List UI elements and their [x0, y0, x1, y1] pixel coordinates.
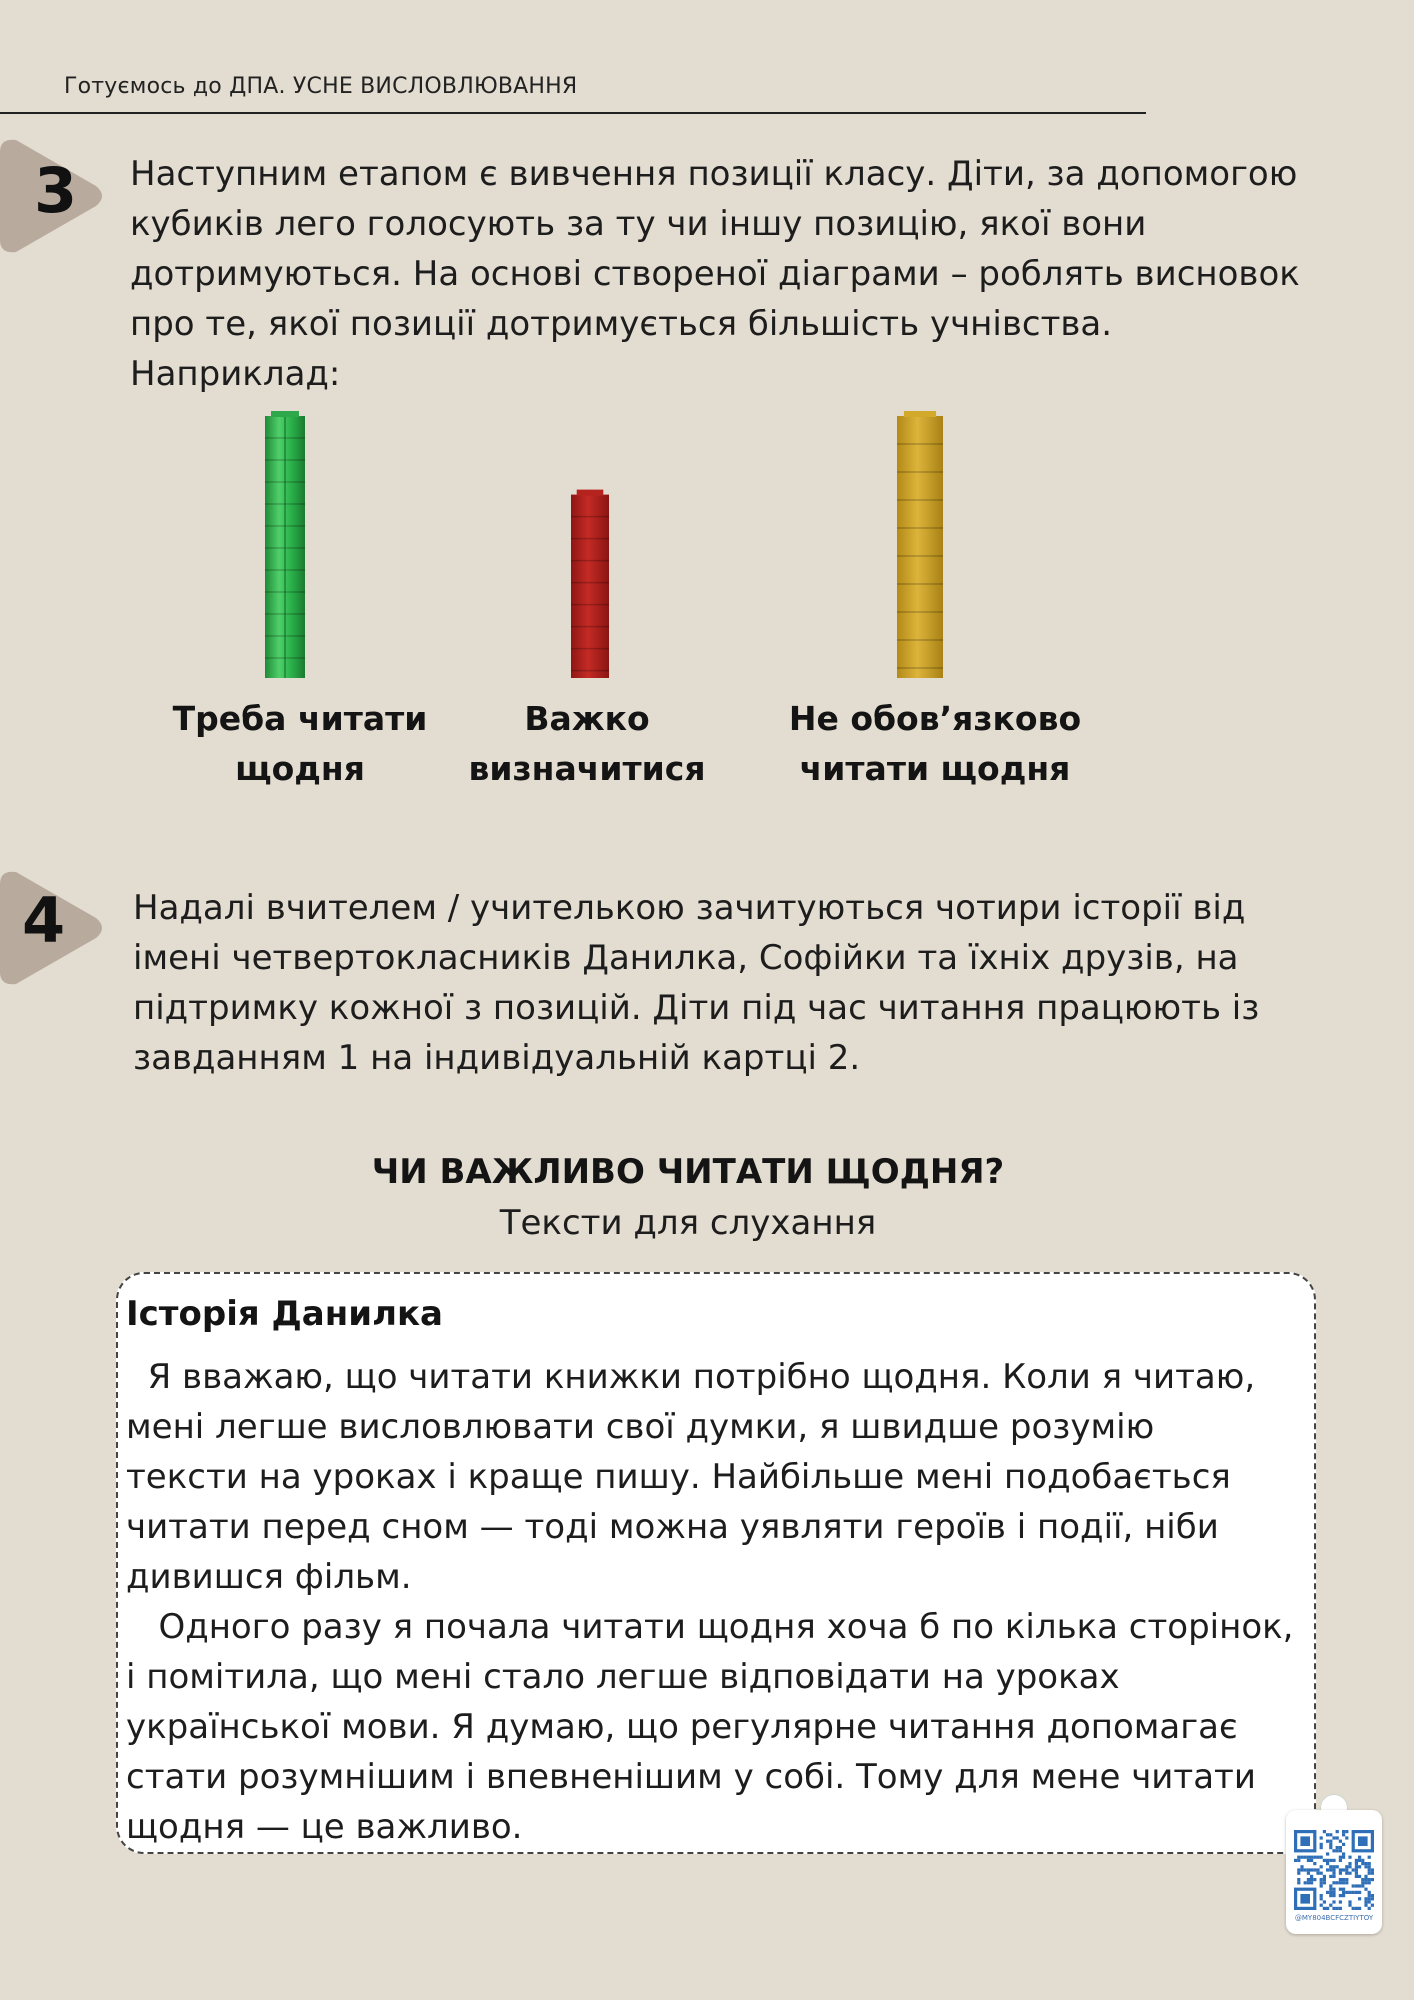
- qr-cell: [1323, 1900, 1326, 1903]
- qr-cell: [1342, 1868, 1345, 1871]
- qr-cell: [1332, 1888, 1335, 1891]
- qr-cell: [1342, 1894, 1345, 1897]
- qr-cell: [1329, 1894, 1332, 1897]
- qr-cell: [1310, 1881, 1313, 1884]
- qr-cell: [1355, 1865, 1358, 1868]
- qr-cell: [1345, 1830, 1348, 1833]
- chart-bar: [265, 411, 305, 678]
- qr-cell: [1336, 1907, 1339, 1910]
- qr-cell: [1332, 1900, 1335, 1903]
- qr-cell: [1323, 1881, 1326, 1884]
- chart-bar-stud: [577, 490, 604, 496]
- step-4-line: завданням 1 на індивідуальній картці 2.: [133, 1038, 861, 1078]
- qr-cell: [1371, 1872, 1374, 1875]
- qr-cell: [1339, 1849, 1342, 1852]
- qr-cell: [1368, 1900, 1371, 1903]
- qr-cell: [1300, 1856, 1303, 1859]
- qr-cell: [1310, 1856, 1313, 1859]
- qr-cell: [1368, 1891, 1371, 1894]
- qr-cell: [1326, 1833, 1329, 1836]
- qr-cell: [1332, 1836, 1335, 1839]
- qr-cell: [1332, 1865, 1335, 1868]
- chart-bar-body: [571, 495, 609, 678]
- step-3-line: про те, якої позиції дотримується більшість учнівства.: [130, 304, 1113, 344]
- qr-cell: [1368, 1894, 1371, 1897]
- qr-cell: [1371, 1894, 1374, 1897]
- chart-label-line: щодня: [235, 749, 365, 788]
- qr-cell: [1368, 1862, 1371, 1865]
- qr-cell: [1339, 1868, 1342, 1871]
- qr-cell: [1368, 1865, 1371, 1868]
- qr-cell: [1355, 1891, 1358, 1894]
- qr-cell: [1342, 1830, 1345, 1833]
- qr-cell: [1304, 1868, 1307, 1871]
- step-3-line: Наприклад:: [130, 354, 341, 394]
- qr-cell: [1320, 1846, 1323, 1849]
- qr-cell: [1320, 1894, 1323, 1897]
- qr-cell: [1358, 1865, 1361, 1868]
- story-line: дивишся фільм.: [126, 1557, 412, 1597]
- qr-cell: [1332, 1849, 1335, 1852]
- qr-cell: [1297, 1859, 1300, 1862]
- story-line: і помітила, що мені стало легше відповідати на уроках: [126, 1657, 1120, 1697]
- qr-cell: [1342, 1891, 1345, 1894]
- qr-cell: [1297, 1872, 1300, 1875]
- chart-label-line: Важко: [524, 699, 650, 738]
- qr-cell: [1342, 1881, 1345, 1884]
- step-3-marker: [0, 136, 110, 256]
- step-4-line: підтримку кожної з позицій. Діти під час читання працюють із: [133, 988, 1260, 1028]
- qr-cell: [1326, 1852, 1329, 1855]
- qr-cell: [1364, 1897, 1367, 1900]
- qr-cell: [1320, 1836, 1323, 1839]
- qr-cell: [1332, 1859, 1335, 1862]
- qr-cell: [1320, 1856, 1323, 1859]
- qr-cell: [1329, 1833, 1332, 1836]
- qr-cell: [1323, 1875, 1326, 1878]
- qr-cell: [1326, 1891, 1329, 1894]
- qr-finder-cell: [1300, 1836, 1310, 1846]
- step-3-text: [130, 149, 1300, 399]
- step-4-text: [133, 883, 1259, 1083]
- qr-cell: [1348, 1900, 1351, 1903]
- qr-cell: [1348, 1856, 1351, 1859]
- step-4-line: Надалі вчителем / учителькою зачитуються чотири історії від: [133, 888, 1246, 928]
- story-line: тексти на уроках і краще пишу. Найбільше мені подобається: [126, 1457, 1231, 1497]
- qr-cell: [1323, 1907, 1326, 1910]
- qr-cell: [1361, 1859, 1364, 1862]
- qr-cell: [1329, 1888, 1332, 1891]
- qr-cell: [1355, 1872, 1358, 1875]
- step-4-line: імені четвертокласників Данилка, Софійки та їхніх друзів, на: [133, 938, 1239, 978]
- qr-cell: [1326, 1868, 1329, 1871]
- qr-cell: [1307, 1859, 1310, 1862]
- qr-cell: [1320, 1865, 1323, 1868]
- qr-cell: [1304, 1881, 1307, 1884]
- qr-cell: [1313, 1862, 1316, 1865]
- qr-cell: [1339, 1846, 1342, 1849]
- qr-cell: [1329, 1843, 1332, 1846]
- qr-finder-cell: [1358, 1836, 1368, 1846]
- qr-cell: [1345, 1878, 1348, 1881]
- qr-cell: [1329, 1859, 1332, 1862]
- qr-cell: [1352, 1884, 1355, 1887]
- qr-cell: [1345, 1865, 1348, 1868]
- qr-cell: [1332, 1891, 1335, 1894]
- qr-cell: [1345, 1872, 1348, 1875]
- qr-cell: [1307, 1868, 1310, 1871]
- qr-cell: [1364, 1904, 1367, 1907]
- qr-cell: [1361, 1881, 1364, 1884]
- qr-cell: [1368, 1881, 1371, 1884]
- qr-cell: [1358, 1884, 1361, 1887]
- qr-cell: [1352, 1891, 1355, 1894]
- qr-cell: [1336, 1830, 1339, 1833]
- qr-cell: [1323, 1859, 1326, 1862]
- story-line: щодня — це важливо.: [126, 1807, 523, 1847]
- qr-cell: [1329, 1884, 1332, 1887]
- story-body: [126, 1352, 1316, 1852]
- qr-cell: [1368, 1868, 1371, 1871]
- qr-code-icon: [1294, 1830, 1374, 1910]
- step-3-line: Наступним етапом є вивчення позиції класу. Діти, за допомогою: [130, 154, 1298, 194]
- qr-cell: [1332, 1894, 1335, 1897]
- qr-cell: [1329, 1904, 1332, 1907]
- qr-cell: [1297, 1868, 1300, 1871]
- story-line: Одного разу я почала читати щодня хоча б по кілька сторінок,: [126, 1607, 1294, 1647]
- qr-cell: [1329, 1865, 1332, 1868]
- qr-cell: [1307, 1856, 1310, 1859]
- chart-label-line: визначитися: [468, 749, 706, 788]
- qr-cell: [1342, 1843, 1345, 1846]
- qr-cell: [1348, 1891, 1351, 1894]
- qr-cell: [1364, 1888, 1367, 1891]
- qr-cell: [1336, 1881, 1339, 1884]
- qr-cell: [1368, 1856, 1371, 1859]
- qr-cell: [1300, 1865, 1303, 1868]
- story-title: Історія Данилка: [126, 1294, 443, 1334]
- qr-cell: [1336, 1846, 1339, 1849]
- story-line: стати розумнішим і впевненішим у собі. Тому для мене читати: [126, 1757, 1256, 1797]
- qr-cell: [1320, 1843, 1323, 1846]
- chart-label-line: читати щодня: [799, 749, 1071, 788]
- qr-cell: [1320, 1904, 1323, 1907]
- qr-cell: [1329, 1868, 1332, 1871]
- qr-cell: [1371, 1897, 1374, 1900]
- qr-cell: [1361, 1878, 1364, 1881]
- qr-cell: [1332, 1881, 1335, 1884]
- qr-cell: [1352, 1907, 1355, 1910]
- qr-cell: [1313, 1878, 1316, 1881]
- qr-cell: [1348, 1865, 1351, 1868]
- chart-bar-stud: [271, 411, 299, 417]
- page-header: Готуємось до ДПА. УСНЕ ВИСЛОВЛЮВАННЯ: [64, 74, 578, 99]
- qr-cell: [1332, 1875, 1335, 1878]
- qr-cell: [1364, 1881, 1367, 1884]
- qr-cell: [1332, 1872, 1335, 1875]
- qr-cell: [1345, 1868, 1348, 1871]
- qr-cell: [1355, 1862, 1358, 1865]
- qr-cell: [1336, 1849, 1339, 1852]
- qr-cell: [1348, 1862, 1351, 1865]
- qr-cell: [1310, 1875, 1313, 1878]
- qr-cell: [1320, 1872, 1323, 1875]
- qr-cell: [1361, 1884, 1364, 1887]
- qr-cell: [1339, 1840, 1342, 1843]
- chart-bar: [571, 490, 609, 678]
- qr-cell: [1332, 1907, 1335, 1910]
- qr-cell: [1329, 1846, 1332, 1849]
- qr-cell: [1342, 1833, 1345, 1836]
- qr-cell: [1323, 1830, 1326, 1833]
- qr-cell: [1364, 1875, 1367, 1878]
- qr-cell: [1336, 1865, 1339, 1868]
- qr-cell: [1348, 1904, 1351, 1907]
- qr-cell: [1320, 1881, 1323, 1884]
- section-title: ЧИ ВАЖЛИВО ЧИТАТИ ЩОДНЯ?: [371, 1152, 1005, 1192]
- section-subtitle: Тексти для слухання: [499, 1203, 877, 1243]
- qr-cell: [1358, 1856, 1361, 1859]
- qr-cell: [1371, 1904, 1374, 1907]
- qr-cell: [1342, 1852, 1345, 1855]
- qr-cell: [1300, 1868, 1303, 1871]
- qr-cell: [1297, 1856, 1300, 1859]
- qr-cell: [1345, 1881, 1348, 1884]
- qr-cell: [1297, 1881, 1300, 1884]
- qr-cell: [1368, 1907, 1371, 1910]
- qr-cell: [1355, 1907, 1358, 1910]
- qr-cell: [1320, 1897, 1323, 1900]
- qr-cell: [1329, 1840, 1332, 1843]
- chart-label-3: [770, 694, 1100, 794]
- qr-cell: [1355, 1868, 1358, 1871]
- qr-cell: [1339, 1859, 1342, 1862]
- chart-bar-stud: [904, 411, 936, 417]
- qr-cell: [1329, 1875, 1332, 1878]
- qr-cell: [1316, 1872, 1319, 1875]
- qr-cell: [1364, 1865, 1367, 1868]
- qr-cell: [1310, 1878, 1313, 1881]
- qr-cell: [1339, 1888, 1342, 1891]
- qr-cell: [1336, 1836, 1339, 1839]
- chart-label-line: Не обов’язково: [788, 699, 1082, 738]
- story-line: читати перед сном — тоді можна уявляти героїв і події, ніби: [126, 1507, 1219, 1547]
- qr-cell: [1339, 1856, 1342, 1859]
- qr-cell: [1361, 1862, 1364, 1865]
- qr-cell: [1307, 1881, 1310, 1884]
- qr-cell: [1297, 1878, 1300, 1881]
- story-card: [116, 1272, 1316, 1854]
- qr-cell: [1326, 1907, 1329, 1910]
- qr-cell: [1326, 1840, 1329, 1843]
- qr-cell: [1355, 1875, 1358, 1878]
- story-line: мені легше висловлювати свої думки, я швидше розумію: [126, 1407, 1155, 1447]
- qr-cell: [1339, 1900, 1342, 1903]
- qr-cell: [1358, 1875, 1361, 1878]
- qr-cell: [1358, 1859, 1361, 1862]
- qr-cell: [1316, 1868, 1319, 1871]
- qr-cell: [1368, 1872, 1371, 1875]
- qr-caption: @MY804BCFCZTIYTOY: [1294, 1914, 1374, 1922]
- qr-cell: [1348, 1872, 1351, 1875]
- qr-cell: [1345, 1891, 1348, 1894]
- header-divider: [0, 112, 1146, 114]
- qr-cell: [1339, 1872, 1342, 1875]
- step-3-number: 3: [34, 154, 78, 227]
- chart-label-2: [452, 694, 722, 794]
- qr-cell: [1352, 1868, 1355, 1871]
- qr-code-card[interactable]: [1286, 1810, 1382, 1934]
- qr-cell: [1342, 1856, 1345, 1859]
- step-3-line: дотримуються. На основі створеної діаграми – роблять висновок: [130, 254, 1300, 294]
- qr-cell: [1339, 1878, 1342, 1881]
- qr-cell: [1310, 1868, 1313, 1871]
- qr-cell: [1310, 1859, 1313, 1862]
- story-line: української мови. Я думаю, що регулярне читання допомагає: [126, 1707, 1238, 1747]
- qr-cell: [1355, 1859, 1358, 1862]
- qr-cell: [1307, 1878, 1310, 1881]
- qr-cell: [1371, 1878, 1374, 1881]
- qr-cell: [1364, 1862, 1367, 1865]
- qr-cell: [1342, 1878, 1345, 1881]
- qr-cell: [1320, 1878, 1323, 1881]
- step-4-number: 4: [22, 884, 66, 957]
- qr-finder-cell: [1300, 1894, 1310, 1904]
- qr-cell: [1364, 1878, 1367, 1881]
- qr-cell: [1313, 1856, 1316, 1859]
- qr-cell: [1368, 1897, 1371, 1900]
- qr-cell: [1345, 1836, 1348, 1839]
- qr-cell: [1355, 1884, 1358, 1887]
- chart-label-line: Треба читати: [172, 699, 428, 738]
- chart-label-1: [160, 694, 440, 794]
- qr-cell: [1358, 1897, 1361, 1900]
- qr-cell: [1323, 1878, 1326, 1881]
- qr-cell: [1329, 1891, 1332, 1894]
- qr-cell: [1316, 1856, 1319, 1859]
- qr-cell: [1326, 1862, 1329, 1865]
- lego-bar-chart: [120, 400, 1220, 690]
- story-line: Я вважаю, що читати книжки потрібно щодня. Коли я читаю,: [126, 1357, 1256, 1397]
- qr-cell: [1339, 1907, 1342, 1910]
- chart-bar: [897, 411, 943, 678]
- qr-cell: [1342, 1888, 1345, 1891]
- qr-cell: [1339, 1881, 1342, 1884]
- qr-cell: [1364, 1900, 1367, 1903]
- qr-cell: [1294, 1859, 1297, 1862]
- qr-cell: [1304, 1856, 1307, 1859]
- qr-cell: [1339, 1894, 1342, 1897]
- qr-cell: [1368, 1878, 1371, 1881]
- step-4-marker: [0, 868, 110, 988]
- qr-cell: [1313, 1868, 1316, 1871]
- qr-cell: [1320, 1884, 1323, 1887]
- qr-cell: [1358, 1891, 1361, 1894]
- qr-cell: [1371, 1868, 1374, 1871]
- step-3-line: кубиків лего голосують за ту чи іншу позицію, якої вони: [130, 204, 1147, 244]
- qr-cell: [1332, 1868, 1335, 1871]
- qr-cell: [1307, 1872, 1310, 1875]
- qr-cell: [1326, 1859, 1329, 1862]
- qr-cell: [1358, 1907, 1361, 1910]
- chart-bar-body: [897, 416, 943, 678]
